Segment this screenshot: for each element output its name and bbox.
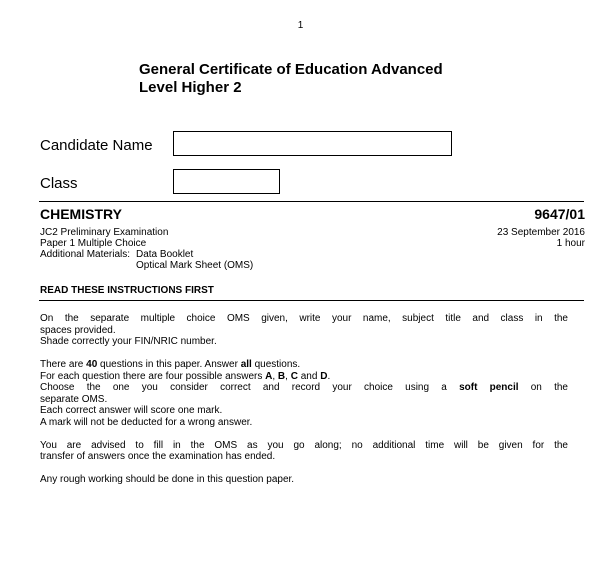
certificate-title-line-1: General Certificate of Education Advanced xyxy=(139,61,443,78)
divider-top xyxy=(39,201,584,202)
certificate-title-line-2: Level Higher 2 xyxy=(139,79,242,96)
instruction-line xyxy=(40,371,568,383)
text-fragment: questions. xyxy=(251,359,301,370)
option-b: B xyxy=(277,370,286,382)
paper-type: Paper 1 Multiple Choice xyxy=(40,238,147,249)
instruction-line: Each correct answer will score one mark. xyxy=(40,405,223,416)
instruction-paragraph xyxy=(40,359,568,428)
instruction-line: On the separate multiple choice OMS given, write your name, subject title and class in the xyxy=(40,313,568,324)
text-fragment: Choose the one you consider correct and record your choice using a xyxy=(40,382,460,393)
subject-title: CHEMISTRY xyxy=(40,206,122,222)
instruction-line: transfer of answers once the examination has ended. xyxy=(40,451,276,462)
instructions-heading: READ THESE INSTRUCTIONS FIRST xyxy=(40,285,214,296)
divider-instructions xyxy=(39,300,584,301)
candidate-name-label: Candidate Name xyxy=(40,137,153,154)
text-fragment: For each question there are four possible answers xyxy=(40,370,266,382)
text-fragment: , xyxy=(285,370,291,382)
exam-duration: 1 hour xyxy=(556,238,585,249)
class-field[interactable] xyxy=(173,169,280,194)
question-count: 40 xyxy=(86,359,98,370)
answer-all-emphasis: all xyxy=(240,359,252,370)
option-d: D xyxy=(320,370,328,382)
text-fragment: . xyxy=(327,370,331,382)
option-a: A xyxy=(265,370,273,382)
text-fragment: on the xyxy=(518,382,568,393)
material-item: Optical Mark Sheet (OMS) xyxy=(136,260,254,271)
instructions-body xyxy=(40,313,568,486)
paper-code: 9647/01 xyxy=(534,206,585,222)
option-c: C xyxy=(290,370,298,382)
candidate-name-field[interactable] xyxy=(173,131,452,156)
instruction-line: spaces provided. xyxy=(40,324,116,336)
class-label: Class xyxy=(40,175,78,192)
instruction-line: Any rough working should be done in this question paper. xyxy=(40,474,295,485)
instruction-paragraph xyxy=(40,313,568,348)
instruction-line: A mark will not be deducted for a wrong answer. xyxy=(40,416,253,428)
text-fragment: There are xyxy=(40,359,87,370)
additional-materials-label: Additional Materials: xyxy=(40,249,131,260)
soft-pencil-emphasis: soft pencil xyxy=(459,382,519,393)
instruction-paragraph xyxy=(40,474,568,486)
instruction-line xyxy=(40,382,568,394)
text-fragment: questions in this paper. Answer xyxy=(97,359,241,370)
certificate-title xyxy=(139,61,443,97)
instruction-line: You are advised to fill in the OMS as you go along; no additional time will be given for the xyxy=(40,439,568,451)
page-number: 1 xyxy=(297,20,304,31)
instruction-line: separate OMS. xyxy=(40,393,108,405)
material-item: Data Booklet xyxy=(136,249,194,260)
text-fragment: and xyxy=(297,370,321,382)
text-fragment: , xyxy=(272,370,278,382)
instruction-line xyxy=(40,359,568,371)
instruction-line: Shade correctly your FIN/NRIC number. xyxy=(40,336,217,347)
exam-name: JC2 Preliminary Examination xyxy=(40,227,169,238)
exam-date: 23 September 2016 xyxy=(497,227,585,238)
instruction-paragraph xyxy=(40,440,568,463)
